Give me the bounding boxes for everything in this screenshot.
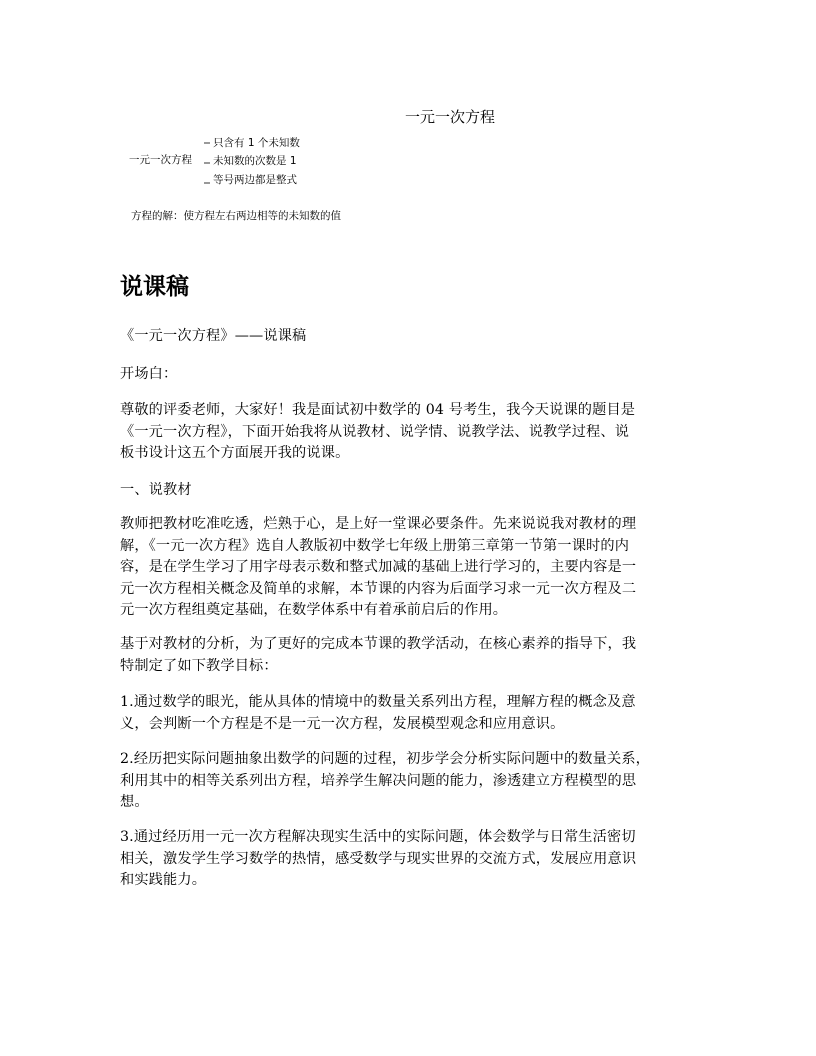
concept-map-root: 一元一次方程	[129, 154, 192, 166]
textbook-paragraph	[120, 514, 700, 622]
solution-definition: 方程的解：使方程左右两边相等的未知数的值	[131, 210, 341, 222]
paragraph-line: 尊敬的评委老师，大家好！我是面试初中数学的 04 号考生，我今天说课的题目是	[120, 402, 636, 418]
paragraph-line: 教师把教材吃准吃透，烂熟于心，是上好一堂课必要条件。先来说说我对教材的理	[120, 516, 637, 532]
paragraph-line: 板书设计这五个方面展开我的说课。	[120, 445, 350, 461]
paragraph-line: 和实践能力。	[120, 872, 207, 888]
goal-3-paragraph	[120, 827, 700, 892]
paragraph-line: 义，会判断一个方程是不是一元一次方程，发展模型观念和应用意识。	[120, 715, 565, 732]
paragraph-line: 元一次方程相关概念及简单的求解，本节课的内容为后面学习求一元一次方程及二	[120, 580, 637, 597]
goal-2-paragraph	[120, 749, 700, 814]
brace-connector	[200, 140, 214, 186]
document-title: 一元一次方程	[404, 108, 495, 126]
paragraph-line: 容，是在学生学习了用字母表示数和整式加减的基础上进行学习的，主要内容是一	[120, 559, 637, 575]
paragraph-line: 2.经历把实际问题抽象出数学的问题的过程，初步学会分析实际问题中的数量关系，	[120, 751, 650, 767]
lecture-title-text: 《一元一次方程》——说课稿	[120, 328, 307, 344]
paragraph-line: 3.通过经历用一元一次方程解决现实生活中的实际问题，体会数学与日常生活密切	[120, 829, 636, 845]
paragraph-line: 相关，激发学生学习数学的热情，感受数学与现实世界的交流方式，发展应用意识	[120, 850, 637, 867]
section-heading: 说课稿	[120, 274, 189, 300]
paragraph-line: 利用其中的相等关系列出方程，培养学生解决问题的能力，渗透建立方程模型的思	[120, 772, 637, 789]
intro-paragraph	[120, 400, 700, 465]
goals-intro-paragraph	[120, 634, 700, 677]
opening-label-text: 开场白：	[120, 366, 178, 382]
opening-label	[120, 364, 700, 386]
concept-map-branch-1: 只含有 1 个未知数	[213, 137, 300, 149]
paragraph-line: 特制定了如下教学目标：	[120, 657, 278, 674]
concept-map-branch-3: 等号两边都是整式	[213, 174, 297, 186]
paragraph-line: 基于对教材的分析，为了更好的完成本节课的教学活动，在核心素养的指导下，我	[120, 636, 637, 652]
lecture-title	[120, 326, 700, 348]
paragraph-line: 《一元一次方程》，下面开始我将从说教材、说学情、说教学法、说教学过程、说	[120, 423, 630, 440]
paragraph-line: 想。	[120, 794, 149, 810]
goal-1-paragraph	[120, 692, 700, 735]
paragraph-line: 1.通过数学的眼光，能从具体的情境中的数量关系列出方程，理解方程的概念及意	[120, 694, 636, 710]
section1-heading-text: 一、说教材	[120, 482, 192, 498]
paragraph-line: 解，《一元一次方程》选自人教版初中数学七年级上册第三章第一节第一课时的内	[120, 537, 630, 554]
concept-map-branch-2: 未知数的次数是 1	[213, 155, 297, 167]
section1-heading	[120, 480, 700, 502]
paragraph-line: 元一次方程组奠定基础，在数学体系中有着承前启后的作用。	[120, 602, 508, 618]
